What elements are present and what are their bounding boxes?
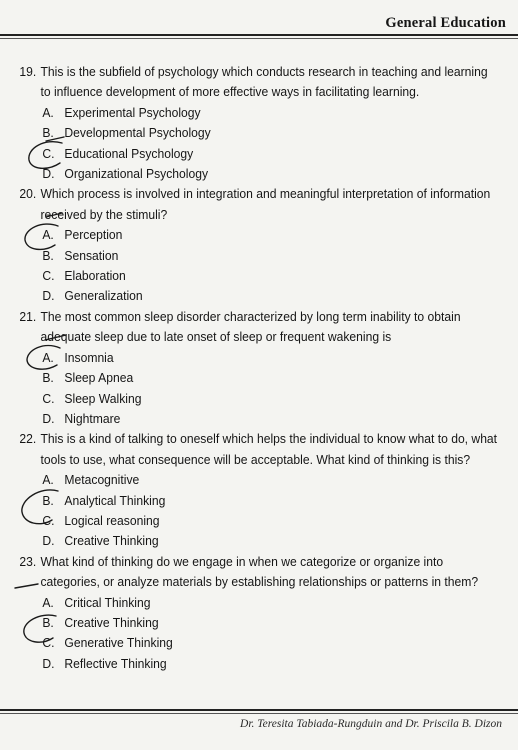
option-b — [40, 123, 500, 143]
option-letter: C. — [42, 512, 55, 528]
option-text: Generalization — [64, 288, 143, 304]
question-number: 20. — [19, 186, 37, 202]
footer-rule — [0, 709, 518, 711]
option-a — [40, 593, 500, 613]
header-rule — [0, 34, 518, 36]
option-letter: A. — [42, 349, 54, 365]
option-letter: C. — [42, 635, 55, 651]
option-letter: B. — [42, 125, 54, 141]
option-text: Reflective Thinking — [64, 655, 167, 671]
option-d — [40, 409, 500, 429]
footer-rule-thin — [0, 713, 518, 714]
question-22 — [0, 429, 500, 551]
question-number: 19. — [19, 64, 37, 79]
option-text: Insomnia — [64, 349, 114, 365]
option-letter: D. — [42, 533, 55, 549]
option-letter: A. — [42, 472, 54, 488]
option-letter: C. — [42, 268, 55, 284]
option-text: Sleep Apnea — [64, 370, 134, 386]
option-text: Sleep Walking — [64, 390, 142, 406]
question-stem: The most common sleep disorder characterized by long term inability to obtain adequate sleep due to late onset of sleep or frequent wakening is — [40, 308, 461, 345]
option-letter: C. — [42, 390, 55, 406]
option-b — [40, 613, 500, 633]
option-text: Educational Psychology — [64, 145, 194, 161]
option-d — [40, 164, 500, 184]
option-text: Analytical Thinking — [64, 492, 166, 508]
option-a — [40, 470, 500, 490]
option-letter: A. — [42, 594, 54, 610]
option-text: Experimental Psychology — [64, 104, 201, 120]
question-number: 22. — [19, 431, 37, 447]
option-b — [40, 491, 500, 511]
option-letter: B. — [42, 614, 54, 630]
option-c — [40, 633, 500, 653]
option-a — [40, 225, 500, 245]
option-text: Elaboration — [64, 268, 126, 284]
question-stem: Which process is involved in integration and meaningful interpretation of information received by the stimuli? — [40, 186, 491, 222]
option-d — [40, 654, 500, 674]
option-letter: D. — [42, 655, 55, 671]
option-text: Sensation — [64, 247, 119, 263]
option-text: Logical reasoning — [64, 512, 160, 528]
option-c — [40, 144, 500, 164]
option-letter: B. — [42, 492, 54, 508]
option-b — [40, 368, 500, 388]
footer-authors: Dr. Teresita Tabiada-Rungduin and Dr. Priscila B. Dizon — [240, 718, 502, 730]
option-letter: D. — [42, 166, 55, 182]
option-text: Critical Thinking — [64, 594, 151, 610]
option-text: Developmental Psychology — [64, 125, 211, 141]
option-text: Creative Thinking — [64, 614, 159, 630]
option-text: Generative Thinking — [64, 635, 173, 651]
question-list — [0, 62, 498, 674]
question-stem: What kind of thinking do we engage in when we categorize or organize into categories, or analyze materials by establishing relationships or patterns in them? — [40, 553, 479, 590]
option-text: Creative Thinking — [64, 533, 159, 549]
option-b — [40, 246, 500, 266]
question-20 — [0, 184, 500, 306]
option-d — [40, 286, 500, 306]
option-a — [40, 103, 500, 123]
option-letter: D. — [42, 288, 55, 304]
option-letter: A. — [42, 227, 54, 243]
option-text: Nightmare — [64, 410, 121, 426]
option-c — [40, 389, 500, 409]
option-text: Perception — [64, 227, 123, 243]
option-a — [40, 348, 500, 368]
option-text: Metacognitive — [64, 472, 140, 488]
option-c — [40, 266, 500, 286]
question-stem: This is a kind of talking to oneself which helps the individual to know what to do, what tools to use, what consequence will be acceptable. What kind of thinking is this? — [40, 431, 498, 467]
option-letter: B. — [42, 247, 54, 263]
option-letter: A. — [42, 104, 54, 120]
question-stem: This is the subfield of psychology which conducts research in teaching and learning to influence development of more effective ways in facilitating learning. — [40, 64, 488, 100]
question-21 — [0, 307, 500, 429]
option-letter: B. — [42, 370, 54, 386]
option-letter: C. — [42, 145, 55, 161]
question-number: 21. — [19, 308, 37, 324]
question-19 — [0, 62, 500, 184]
question-23 — [0, 552, 500, 674]
option-letter: D. — [42, 410, 55, 426]
question-number: 23. — [19, 553, 37, 569]
header-rule-thin — [0, 38, 518, 39]
option-c — [40, 511, 500, 531]
option-d — [40, 531, 500, 551]
page-header-title: General Education — [385, 15, 506, 31]
option-text: Organizational Psychology — [64, 166, 209, 182]
